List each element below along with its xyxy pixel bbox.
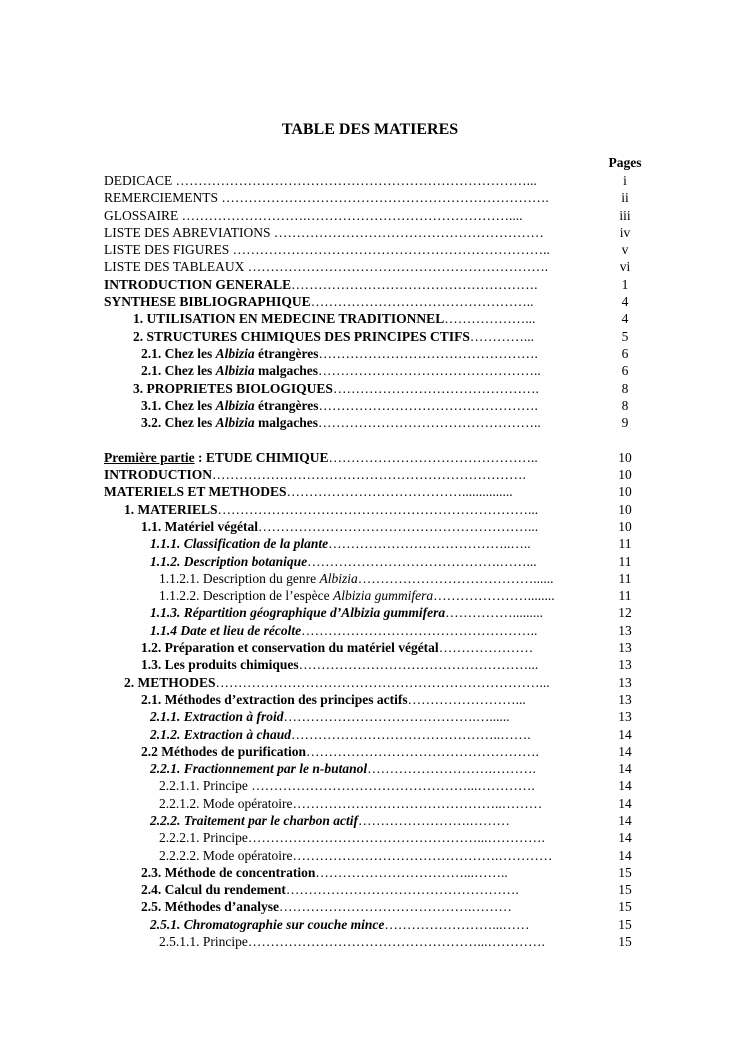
toc-entry-link[interactable] bbox=[104, 276, 586, 293]
toc-page-number: 14 bbox=[618, 743, 632, 759]
pages-column-header: Pages bbox=[608, 155, 642, 170]
toc-row bbox=[0, 380, 745, 397]
toc-entry-label: 3.2. Chez les bbox=[141, 415, 216, 431]
toc-row bbox=[0, 829, 745, 846]
toc-row bbox=[0, 207, 745, 224]
toc-page-number: iii bbox=[619, 207, 631, 223]
toc-page-number: 15 bbox=[618, 934, 632, 950]
toc-row bbox=[0, 708, 745, 725]
toc-entry-link[interactable] bbox=[150, 604, 586, 621]
toc-leader-dots: ……………………………………………... bbox=[298, 657, 539, 673]
toc-entry-label: 3. PROPRIETES BIOLOGIQUES bbox=[133, 380, 333, 396]
toc-entry-link[interactable] bbox=[141, 639, 586, 656]
toc-leader-dots: ……………………………………………………………………... bbox=[175, 173, 537, 188]
toc-entry-link[interactable] bbox=[104, 189, 586, 206]
toc-row bbox=[0, 639, 745, 656]
toc-entry-link[interactable] bbox=[159, 777, 586, 794]
toc-leader-dots: …………………………………..….. bbox=[328, 536, 531, 552]
toc-leader-dots: ……………………….………. bbox=[367, 761, 536, 777]
toc-leader-dots: …………………………………………….. bbox=[301, 622, 538, 638]
toc-entry-link[interactable] bbox=[150, 708, 586, 725]
toc-entry-link[interactable] bbox=[159, 570, 586, 587]
toc-row bbox=[0, 328, 745, 345]
toc-entry-link[interactable] bbox=[159, 847, 586, 864]
toc-entry-link[interactable] bbox=[104, 258, 586, 275]
toc-leader-dots: …………………………………………...…………. bbox=[251, 778, 535, 794]
toc-entry-label: 2.3. Méthode de concentration bbox=[141, 864, 316, 880]
page-title: TABLE DES MATIERES bbox=[281, 121, 459, 138]
toc-leader-dots: …………………………………………………… bbox=[273, 224, 544, 240]
toc-leader-dots: …………………………………………………………. bbox=[247, 259, 549, 275]
toc-page-number: 10 bbox=[618, 501, 632, 517]
toc-leader-dots: ……………………….……………………………………….... bbox=[181, 207, 523, 223]
toc-leader-dots: ……………………………...…….. bbox=[315, 864, 508, 880]
toc-entry-link[interactable] bbox=[133, 380, 586, 397]
toc-entry-label: 2.2 Méthodes de purification bbox=[141, 743, 306, 759]
toc-row bbox=[0, 224, 745, 241]
toc-entry-link[interactable] bbox=[141, 656, 586, 673]
toc-entry-label: étrangères bbox=[254, 345, 319, 361]
toc-page-number: 1 bbox=[621, 276, 629, 292]
toc-row bbox=[0, 241, 745, 258]
toc-page-number: 13 bbox=[618, 640, 632, 656]
toc-leader-dots: ………………………………………….. bbox=[310, 294, 534, 310]
toc-entry-label: Albizia bbox=[215, 345, 255, 361]
toc-entry-link[interactable] bbox=[141, 898, 586, 915]
toc-page-number: 15 bbox=[618, 916, 632, 932]
toc-entry-link[interactable] bbox=[141, 864, 586, 881]
toc-row bbox=[0, 847, 745, 864]
toc-entry-label: 1.1.2.2. Description de l’espèce bbox=[159, 588, 333, 604]
toc-entry-label: 1.2. Préparation et conservation du matériel végétal bbox=[141, 640, 439, 656]
toc-entry-label: MATERIELS ET METHODES bbox=[104, 484, 287, 500]
toc-page-number: 10 bbox=[618, 518, 632, 534]
toc-row bbox=[0, 587, 745, 604]
toc-leader-dots: …………………………………………. bbox=[318, 397, 538, 413]
toc-entry-label: 2.5. Méthodes d’analyse bbox=[141, 899, 279, 915]
toc-row bbox=[0, 276, 745, 293]
toc-entry-label: SYNTHESE BIBLIOGRAPHIQUE bbox=[104, 294, 311, 310]
toc-entry-link[interactable] bbox=[104, 466, 586, 483]
toc-entry-label: LISTE DES FIGURES bbox=[104, 242, 233, 258]
toc-entry-label: 1. MATERIELS bbox=[124, 501, 218, 517]
toc-entry-label: 2.1. Chez les bbox=[141, 345, 216, 361]
toc-leader-dots: …………... bbox=[469, 328, 534, 344]
toc-leader-dots: ………………………………………………. bbox=[291, 276, 538, 292]
toc-entry-label: INTRODUCTION GENERALE bbox=[104, 276, 292, 292]
toc-leader-dots: ……………………………………………………………. bbox=[212, 467, 526, 483]
toc-leader-dots: ……………………...…… bbox=[384, 916, 530, 932]
toc-row bbox=[0, 760, 745, 777]
toc-row bbox=[0, 310, 745, 327]
toc-entry-label: 1.1.2.1. Description du genre bbox=[159, 570, 320, 586]
toc-entry-label: 1.1.1. Classification de la plante bbox=[150, 536, 329, 552]
toc-entry-label: 2.2.1.2. Mode opératoire bbox=[159, 795, 293, 811]
toc-page-number: 10 bbox=[618, 467, 632, 483]
toc-entry-link[interactable] bbox=[133, 328, 586, 345]
toc-entry-label: 2.2.2.1. Principe bbox=[159, 830, 248, 846]
toc-page-number: 13 bbox=[618, 691, 632, 707]
toc-entry-link[interactable] bbox=[150, 916, 586, 933]
toc-row bbox=[0, 656, 745, 673]
toc-entry-label: malgaches bbox=[254, 363, 319, 379]
toc-page-number: 15 bbox=[618, 882, 632, 898]
toc-leader-dots: ………………………………………..……… bbox=[292, 795, 543, 811]
toc-leader-dots: ………………………………………….. bbox=[318, 415, 541, 431]
toc-leader-dots: ……………………………………….………… bbox=[292, 847, 553, 863]
toc-entry-link[interactable] bbox=[141, 518, 586, 535]
toc-row bbox=[0, 674, 745, 691]
toc-page-number: 8 bbox=[621, 397, 629, 413]
toc-leader-dots: ………………... bbox=[444, 311, 536, 327]
toc-page-number: 14 bbox=[618, 830, 632, 846]
toc-page-number: 14 bbox=[618, 778, 632, 794]
toc-row bbox=[0, 604, 745, 621]
toc-row bbox=[0, 916, 745, 933]
toc-entry-label: 2.1.1. Extraction à froid bbox=[150, 709, 284, 725]
toc-entry-label: 2.1.2. Extraction à chaud bbox=[150, 726, 292, 742]
toc-leader-dots: ………………………………………………………………. bbox=[221, 190, 549, 206]
table-of-contents bbox=[0, 172, 745, 950]
toc-entry-link[interactable] bbox=[104, 207, 586, 224]
toc-page-number: 13 bbox=[618, 709, 632, 725]
toc-entry-label: 2. STRUCTURES CHIMIQUES DES PRINCIPES CTIFS bbox=[133, 328, 470, 344]
toc-leader-dots: ………………………………………..……. bbox=[291, 726, 531, 742]
toc-leader-dots: …………………………………............... bbox=[286, 484, 513, 500]
toc-entry-label: 2.2.2. Traitement par le charbon actif bbox=[150, 812, 358, 828]
toc-leader-dots: …………………………………….…...... bbox=[283, 709, 510, 725]
toc-entry-label: 2. METHODES bbox=[124, 674, 216, 690]
toc-leader-dots: …………………………………………. bbox=[318, 345, 538, 361]
toc-entry-link[interactable] bbox=[124, 501, 586, 518]
toc-page-number: 11 bbox=[618, 588, 632, 604]
toc-entry-label: 1.1. Matériel végétal bbox=[141, 518, 258, 534]
toc-entry-link[interactable] bbox=[141, 881, 586, 898]
toc-leader-dots: ……………………………………………...…………. bbox=[247, 934, 545, 950]
toc-entry-link[interactable] bbox=[141, 397, 586, 414]
toc-row bbox=[0, 553, 745, 570]
toc-leader-dots: …………………………………….……… bbox=[279, 899, 512, 915]
toc-leader-dots: …………………………………………………………….. bbox=[232, 242, 550, 258]
toc-entry-link[interactable] bbox=[104, 483, 586, 500]
toc-page-number: 14 bbox=[618, 761, 632, 777]
toc-entry-label: Albizia bbox=[215, 415, 255, 431]
toc-row bbox=[0, 812, 745, 829]
toc-row bbox=[0, 466, 745, 483]
toc-row bbox=[0, 898, 745, 915]
toc-entry-label: REMERCIEMENTS bbox=[104, 190, 222, 206]
toc-leader-dots: ………………………………………….. bbox=[318, 363, 541, 379]
toc-entry-link[interactable] bbox=[124, 674, 586, 691]
toc-row bbox=[0, 535, 745, 552]
toc-page-number: 5 bbox=[621, 328, 629, 344]
toc-entry-label: 2.1. Méthodes d’extraction des principes actifs bbox=[141, 691, 408, 707]
toc-leader-dots: …………………………………….……... bbox=[307, 553, 537, 569]
toc-entry-link[interactable] bbox=[141, 345, 586, 362]
toc-entry-label: 1.1.4 Date et lieu de récolte bbox=[150, 622, 302, 638]
toc-row bbox=[0, 864, 745, 881]
toc-spacer bbox=[0, 431, 745, 448]
toc-leader-dots: ………………… bbox=[438, 640, 534, 656]
toc-leader-dots: ……………………………………………...…………. bbox=[247, 830, 545, 846]
toc-page-number: 8 bbox=[621, 380, 629, 396]
toc-page-number: 6 bbox=[621, 345, 629, 361]
toc-page-number: 13 bbox=[618, 622, 632, 638]
toc-entry-label: 2.1. Chez les bbox=[141, 363, 216, 379]
toc-row bbox=[0, 501, 745, 518]
toc-page-number: ii bbox=[621, 190, 629, 206]
toc-row bbox=[0, 397, 745, 414]
toc-entry-link[interactable] bbox=[141, 743, 586, 760]
toc-leader-dots: …………………………………...... bbox=[357, 570, 554, 586]
toc-leader-dots: ……………………………………………………………... bbox=[217, 501, 539, 517]
toc-entry-link[interactable] bbox=[104, 224, 586, 241]
toc-page-number: 14 bbox=[618, 847, 632, 863]
toc-leader-dots: ……………………... bbox=[407, 691, 526, 707]
toc-leader-dots: ……………………………………………. bbox=[306, 743, 539, 759]
toc-entry-label: LISTE DES TABLEAUX bbox=[104, 259, 248, 275]
toc-row bbox=[0, 293, 745, 310]
toc-entry-label: Albizia bbox=[319, 570, 358, 586]
toc-page-number: 13 bbox=[618, 657, 632, 673]
toc-row bbox=[0, 414, 745, 431]
toc-entry-label: Albizia bbox=[215, 397, 255, 413]
toc-entry-label: LISTE DES ABREVIATIONS bbox=[104, 224, 274, 240]
toc-entry-link[interactable] bbox=[159, 829, 586, 846]
toc-entry-link[interactable] bbox=[159, 795, 586, 812]
toc-entry-link[interactable] bbox=[141, 414, 586, 431]
toc-entry-label: Albizia bbox=[215, 363, 255, 379]
toc-page-number: 10 bbox=[618, 484, 632, 500]
toc-page-number: v bbox=[621, 242, 629, 258]
toc-row bbox=[0, 362, 745, 379]
toc-row bbox=[0, 172, 745, 189]
toc-page-number: 14 bbox=[618, 812, 632, 828]
toc-leader-dots: ………………………………………………………………... bbox=[215, 674, 550, 690]
toc-entry-label: étrangères bbox=[254, 397, 319, 413]
toc-row bbox=[0, 777, 745, 794]
toc-page-number: 14 bbox=[618, 726, 632, 742]
toc-entry-label: 2.2.1. Fractionnement par le n-butanol bbox=[150, 761, 368, 777]
toc-row bbox=[0, 449, 745, 466]
toc-row bbox=[0, 345, 745, 362]
toc-entry-label: 1. UTILISATION EN MEDECINE TRADITIONNEL bbox=[133, 311, 445, 327]
toc-entry-link[interactable] bbox=[104, 293, 586, 310]
toc-entry-link[interactable] bbox=[150, 553, 586, 570]
toc-leader-dots: …………………........ bbox=[433, 588, 555, 604]
toc-entry-label: INTRODUCTION bbox=[104, 467, 213, 483]
toc-leader-dots: ……………………………………….. bbox=[328, 449, 538, 465]
toc-page-number: 9 bbox=[621, 415, 629, 431]
toc-page-number: 15 bbox=[618, 864, 632, 880]
toc-entry-label: Albizia gummifera bbox=[332, 588, 434, 604]
toc-entry-link[interactable] bbox=[133, 310, 586, 327]
toc-entry-link[interactable] bbox=[150, 535, 586, 552]
toc-entry-label: 2.2.2.2. Mode opératoire bbox=[159, 847, 293, 863]
toc-page-number: 10 bbox=[618, 449, 632, 465]
toc-page-number: 13 bbox=[618, 674, 632, 690]
toc-page-number: 11 bbox=[618, 536, 632, 552]
toc-page-number: 11 bbox=[618, 570, 632, 586]
toc-entry-link[interactable] bbox=[104, 241, 586, 258]
toc-entry-link[interactable] bbox=[159, 933, 586, 950]
toc-entry-label: 1.1.3. Répartition géographique d’Albizia gummifera bbox=[150, 605, 446, 621]
toc-entry-label: 2.4. Calcul du rendement bbox=[141, 882, 286, 898]
toc-entry-label: 1.3. Les produits chimiques bbox=[141, 657, 299, 673]
toc-entry-label: 2.5.1.1. Principe bbox=[159, 934, 248, 950]
toc-entry-label: 3.1. Chez les bbox=[141, 397, 216, 413]
toc-leader-dots: …………………….……… bbox=[358, 812, 510, 828]
toc-entry-link[interactable] bbox=[141, 362, 586, 379]
toc-page-number: i bbox=[623, 173, 627, 188]
toc-page-number: 11 bbox=[618, 553, 632, 569]
toc-row bbox=[0, 933, 745, 950]
toc-row bbox=[0, 743, 745, 760]
toc-page-number: 6 bbox=[621, 363, 629, 379]
toc-entry-label: malgaches bbox=[254, 415, 319, 431]
toc-entry-label: 2.5.1. Chromatographie sur couche mince bbox=[150, 916, 385, 932]
toc-entry-label: GLOSSAIRE bbox=[104, 207, 182, 223]
toc-entry-link[interactable] bbox=[104, 449, 586, 466]
toc-page-number: 14 bbox=[618, 795, 632, 811]
toc-page-number: 4 bbox=[621, 294, 629, 310]
toc-entry-link[interactable] bbox=[150, 726, 586, 743]
toc-entry-link[interactable] bbox=[150, 812, 586, 829]
toc-leader-dots: ……………………………………………. bbox=[285, 882, 519, 898]
toc-entry-label: DEDICACE bbox=[104, 173, 176, 188]
toc-row bbox=[0, 189, 745, 206]
toc-row bbox=[0, 726, 745, 743]
toc-row bbox=[0, 795, 745, 812]
toc-entry-link[interactable] bbox=[150, 760, 586, 777]
toc-row bbox=[0, 622, 745, 639]
toc-leader-dots: ………………………………………. bbox=[332, 380, 539, 396]
toc-entry-link[interactable] bbox=[104, 172, 586, 189]
toc-page-number: vi bbox=[619, 259, 631, 275]
toc-page-number: 4 bbox=[621, 311, 629, 327]
toc-entry-link[interactable] bbox=[150, 622, 586, 639]
toc-page-number: 15 bbox=[618, 899, 632, 915]
toc-leader-dots: ……………......... bbox=[445, 605, 544, 621]
toc-row bbox=[0, 691, 745, 708]
toc-entry-label: Première partie bbox=[104, 449, 195, 465]
toc-row bbox=[0, 483, 745, 500]
toc-entry-label: 1.1.2. Description botanique bbox=[150, 553, 308, 569]
toc-entry-label: : ETUDE CHIMIQUE bbox=[194, 449, 329, 465]
toc-entry-label: 2.2.1.1. Principe bbox=[159, 778, 252, 794]
toc-leader-dots: ……………………………………………………... bbox=[257, 518, 539, 534]
toc-row bbox=[0, 881, 745, 898]
toc-page-number: iv bbox=[619, 224, 631, 240]
toc-entry-link[interactable] bbox=[159, 587, 586, 604]
toc-entry-link[interactable] bbox=[141, 691, 586, 708]
toc-page-number: 12 bbox=[618, 605, 632, 621]
toc-row bbox=[0, 258, 745, 275]
toc-row bbox=[0, 570, 745, 587]
toc-row bbox=[0, 518, 745, 535]
